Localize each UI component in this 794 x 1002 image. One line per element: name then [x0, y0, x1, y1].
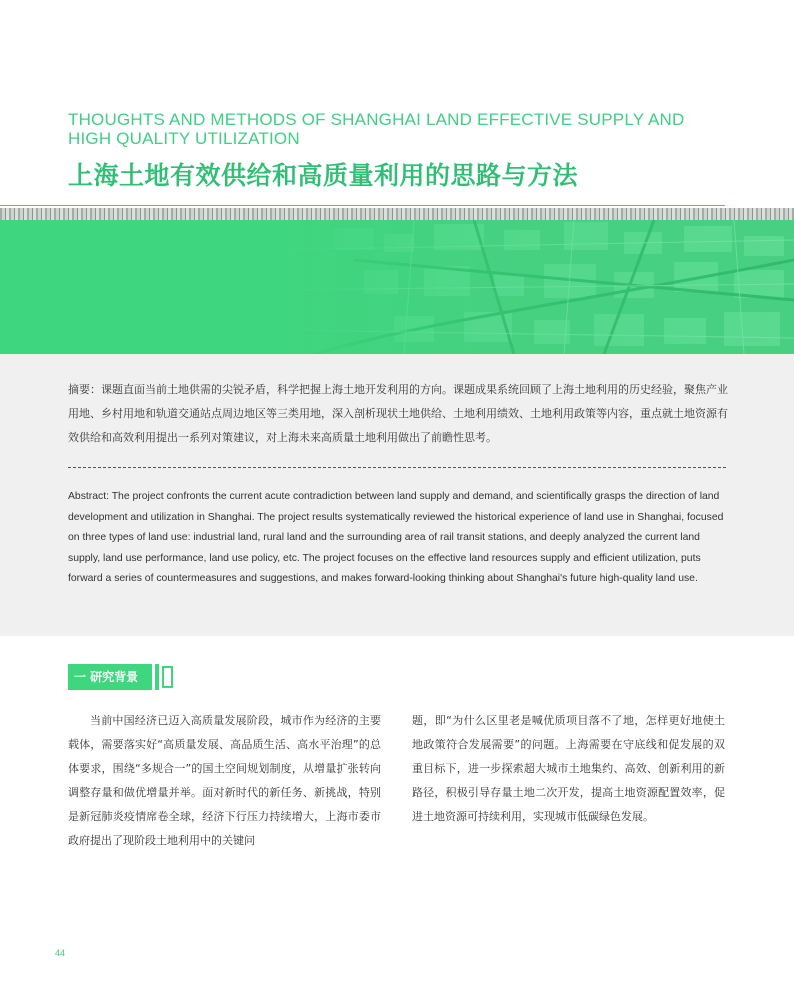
- chinese-title: 上海土地有效供给和高质量利用的思路与方法: [68, 161, 579, 190]
- chinese-abstract: 摘要：课题直面当前土地供需的尖锐矛盾，科学把握上海土地开发利用的方向。课题成果系统回顾了上海土地利用的历史经验，聚焦产业用地、乡村用地和轨道交通站点周边地区等三类用地，深入剖析现状土地供给、土地利用绩效、土地利用政策等内容，重点就土地资源有效供给和高效利用提出一系列对策建议，对上海未来高质量土地利用做出了前瞻性思考。: [68, 383, 728, 444]
- abstract-divider: [68, 467, 726, 468]
- english-abstract: Abstract: The project confronts the current acute contradiction between land supply and demand, and scientifically grasps the direction of land development and utilization in Shanghai. The project results systematically reviewed the historical experience of land use in Shanghai, focused on three types of land use: industrial land, rural land and the surrounding area of rail transit stations, and deeply analyzed the current land supply, land use performance, land use policy, etc. The project focuses on the effective land resources supply and efficient utilization, puts forward a series of countermeasures and suggestions, and makes forward-looking thinking about Shanghai's future high-quality land use.: [68, 491, 724, 585]
- body-column-right: 题，即“为什么区里老是喊优质项目落不了地，怎样更好地使土地政策符合发展需要”的问题。上海需要在守底线和促发展的双重目标下，进一步探索超大城市土地集约、高效、创新利用的新路径，积极引导存量土地二次开发，提高土地资源配置效率，促进土地资源可持续利用，实现城市低碳绿色发展。: [412, 714, 725, 823]
- heading-box-decoration: [162, 666, 173, 688]
- section-heading-label: 一 研究背景: [68, 664, 152, 690]
- aerial-map-image: [274, 220, 794, 354]
- project-banner: [0, 220, 794, 354]
- english-title: THOUGHTS AND METHODS OF SHANGHAI LAND EFFECTIVE SUPPLY AND HIGH QUALITY UTILIZATION: [68, 110, 685, 148]
- heading-bar-decoration: [155, 664, 159, 690]
- page-number: 44: [55, 948, 66, 958]
- body-column-left: 当前中国经济已迈入高质量发展阶段，城市作为经济的主要载体，需要落实好“高质量发展、高品质生活、高水平治理”的总体要求，围绕“多规合一”的国土空间规划制度，从增量扩张转向调整存量和做优增量并举。面对新时代的新任务、新挑战，特别是新冠肺炎疫情席卷全球，经济下行压力持续增大，上海市委市政府提出了现阶段土地利用中的关键问: [68, 714, 381, 847]
- section-heading: [68, 664, 173, 690]
- title-rule: [0, 205, 725, 206]
